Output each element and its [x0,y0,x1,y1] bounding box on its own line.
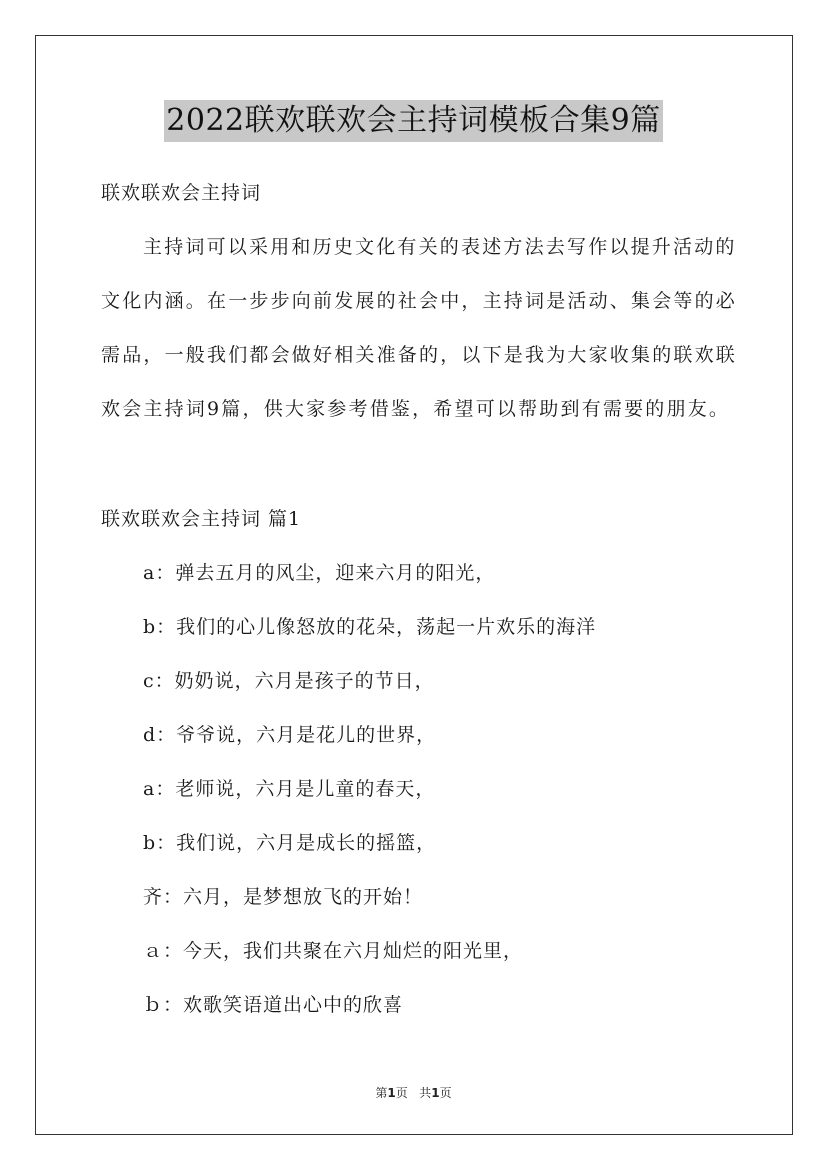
dialogue-line: ｂ：欢歌笑语道出心中的欣喜 [143,994,404,1016]
footer-page-number: 1 [387,1086,396,1100]
dialogue-line: 齐：六月，是梦想放飞的开始！ [143,886,424,908]
intro-line-2: 文化内涵。在一步步向前发展的社会中，主持词是活动、集会等的必 [101,290,738,312]
intro-line-1: 主持词可以采用和历史文化有关的表述方法去写作以提升活动的 [143,236,737,258]
intro-line-4: 欢会主持词9篇，供大家参考借鉴，希望可以帮助到有需要的朋友。 [101,398,731,420]
footer-total-suffix: 页 [439,1086,452,1100]
intro-line-3: 需品，一般我们都会做好相关准备的，以下是我为大家收集的联欢联 [101,344,738,366]
footer-total-pages: 1 [431,1086,440,1100]
dialogue-line: d：爷爷说，六月是花儿的世界， [143,724,437,746]
document-title: 2022联欢联欢会主持词模板合集9篇 [164,100,662,142]
section-heading: 联欢联欢会主持词 [101,182,262,204]
dialogue-line: b：我们说，六月是成长的摇篮， [143,832,437,854]
dialogue-line: a：弹去五月的风尘，迎来六月的阳光， [143,562,496,584]
dialogue-line: c：奶奶说，六月是孩子的节日， [143,670,435,692]
footer-page-prefix: 第 [375,1086,388,1100]
title-container [0,100,827,142]
page-footer [0,1084,827,1101]
footer-page-suffix: 页 [395,1086,408,1100]
dialogue-line: b：我们的心儿像怒放的花朵，荡起一片欢乐的海洋 [143,616,597,638]
dialogue-line: ａ：今天，我们共聚在六月灿烂的阳光里， [143,940,524,962]
piece-heading: 联欢联欢会主持词 篇1 [101,508,302,530]
dialogue-line: a：老师说，六月是儿童的春天， [143,778,436,800]
footer-total-prefix: 共 [419,1086,432,1100]
